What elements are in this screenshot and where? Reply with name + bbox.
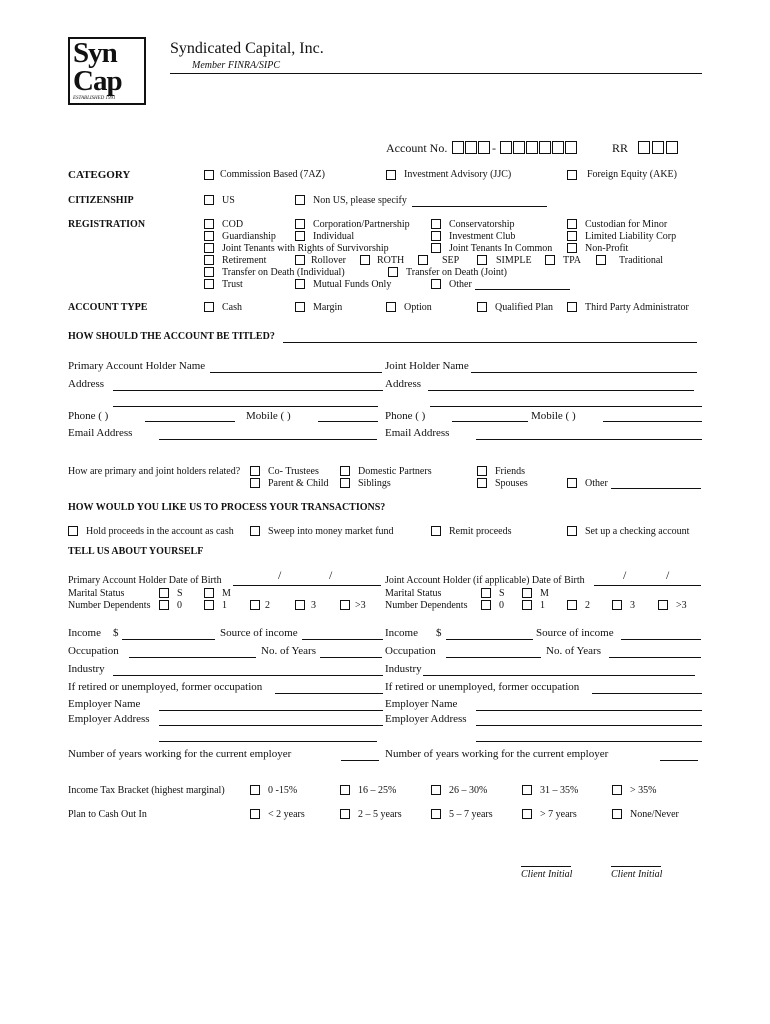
citizenship-us-label: US (222, 195, 235, 206)
tax-gt35-label: > 35% (630, 785, 657, 796)
cashout-5-7-checkbox[interactable] (431, 809, 441, 819)
rel-parent-label: Parent & Child (268, 478, 329, 489)
reg-jtic-checkbox[interactable] (431, 243, 441, 253)
citizenship-nonus-checkbox[interactable] (295, 195, 305, 205)
tax-0-15-checkbox[interactable] (250, 785, 260, 795)
reg-llc-label: Limited Liability Corp (585, 231, 677, 242)
joint-income-dollar: $ (436, 627, 442, 639)
acct-tpa-checkbox[interactable] (567, 302, 577, 312)
reg-trust-label: Trust (222, 279, 243, 290)
reg-retirement-label: Retirement (222, 255, 267, 266)
category-commission-label: Commission Based (7AZ) (220, 169, 325, 180)
logo (68, 37, 146, 105)
reg-simple-label: SIMPLE (496, 255, 532, 266)
tax-gt35-checkbox[interactable] (612, 785, 622, 795)
primary-dep-gt3-checkbox[interactable] (340, 600, 350, 610)
primary-address-line[interactable] (113, 390, 383, 391)
joint-dep-gt3-label: >3 (676, 600, 687, 611)
joint-dob-line[interactable] (594, 585, 701, 586)
reg-cod-label: COD (222, 219, 244, 230)
joint-employer-line[interactable] (476, 710, 702, 711)
primary-dob-label: Primary Account Holder Date of Birth (68, 575, 222, 586)
rr-digit-2[interactable] (652, 141, 664, 154)
account-digit-4[interactable] (500, 141, 512, 154)
reg-custodian-label: Custodian for Minor (585, 219, 668, 230)
reg-roth-label: ROTH (377, 255, 405, 266)
rel-siblings-label: Siblings (358, 478, 391, 489)
category-label: CATEGORY (68, 169, 131, 181)
tax-31-35-label: 31 – 35% (540, 785, 579, 796)
reg-jtwros-checkbox[interactable] (204, 243, 214, 253)
rr-label: RR (612, 141, 629, 155)
reg-tod-ind-checkbox[interactable] (204, 267, 214, 277)
reg-traditional-label: Traditional (619, 255, 664, 266)
tax-16-25-label: 16 – 25% (358, 785, 397, 796)
account-no-label: Account No. (386, 141, 448, 155)
reg-tod-joint-checkbox[interactable] (388, 267, 398, 277)
cashout-lt2-label: < 2 years (268, 809, 305, 820)
reg-individual-label: Individual (313, 231, 355, 242)
client-initial-label-2: Client Initial (611, 869, 663, 880)
reg-simple-checkbox[interactable] (477, 255, 487, 265)
cashout-gt7-checkbox[interactable] (522, 809, 532, 819)
primary-income-label: Income (68, 627, 101, 639)
primary-years-working-label: Number of years working for the current employer (68, 748, 292, 760)
reg-traditional-checkbox[interactable] (596, 255, 606, 265)
account-digit-8[interactable] (552, 141, 564, 154)
acct-cash-checkbox[interactable] (204, 302, 214, 312)
reg-conserv-checkbox[interactable] (431, 219, 441, 229)
rel-friends-checkbox[interactable] (477, 466, 487, 476)
reg-retirement-checkbox[interactable] (204, 255, 214, 265)
primary-employer-label: Employer Name (68, 698, 141, 710)
primary-email-line[interactable] (159, 439, 377, 440)
primary-employer-address-line[interactable] (159, 725, 383, 726)
joint-dep-3-checkbox[interactable] (612, 600, 622, 610)
rel-cotrustees-checkbox[interactable] (250, 466, 260, 476)
joint-dep-0-label: 0 (499, 600, 504, 611)
category-foreign-label: Foreign Equity (AKE) (587, 169, 677, 180)
rel-domestic-label: Domestic Partners (358, 466, 432, 477)
primary-dep-1-checkbox[interactable] (204, 600, 214, 610)
joint-retired-label: If retired or unemployed, former occupation (385, 681, 580, 693)
citizenship-nonus-label: Non US, please specify (313, 195, 407, 206)
account-dash: - (492, 141, 496, 155)
acct-qualified-checkbox[interactable] (477, 302, 487, 312)
registration-label: REGISTRATION (68, 219, 146, 230)
joint-years-line[interactable] (609, 657, 701, 658)
joint-occupation-line[interactable] (446, 657, 541, 658)
reg-conserv-label: Conservatorship (449, 219, 515, 230)
titled-label: HOW SHOULD THE ACCOUNT BE TITLED? (68, 331, 275, 342)
primary-marital-label: Marital Status (68, 588, 125, 599)
reg-corp-checkbox[interactable] (295, 219, 305, 229)
joint-source-line[interactable] (621, 639, 701, 640)
rr-digit-1[interactable] (638, 141, 650, 154)
joint-address-label: Address (385, 378, 422, 390)
primary-source-label: Source of income (220, 627, 298, 639)
rel-other-line[interactable] (611, 488, 701, 489)
cashout-never-label: None/Never (630, 809, 679, 820)
joint-dep-1-label: 1 (540, 600, 545, 611)
primary-years-line[interactable] (320, 657, 382, 658)
joint-dob-slash-2: / (666, 568, 670, 582)
tax-26-30-checkbox[interactable] (431, 785, 441, 795)
reg-mfo-checkbox[interactable] (295, 279, 305, 289)
reg-cod-checkbox[interactable] (204, 219, 214, 229)
reg-tod-joint-label: Transfer on Death (Joint) (406, 267, 508, 278)
company-name: Syndicated Capital, Inc. (170, 40, 324, 57)
acct-option-label: Option (404, 302, 432, 313)
joint-dependents-label: Number Dependents (385, 600, 468, 611)
reg-custodian-checkbox[interactable] (567, 219, 577, 229)
rel-cotrustees-label: Co- Trustees (268, 466, 319, 477)
account-digit-3[interactable] (478, 141, 490, 154)
primary-phone-label: Phone ( ) (68, 410, 109, 422)
joint-employer-address-label: Employer Address (385, 713, 467, 725)
rel-friends-label: Friends (495, 466, 525, 477)
rel-other-checkbox[interactable] (567, 478, 577, 488)
process-label: HOW WOULD YOU LIKE US TO PROCESS YOUR TRANSACTIONS? (68, 502, 386, 513)
acct-qualified-label: Qualified Plan (495, 302, 554, 313)
primary-years-label: No. of Years (261, 645, 316, 657)
primary-phone-line[interactable] (145, 421, 235, 422)
logo-established: ESTABLISHED 1991 (73, 96, 116, 101)
reg-guard-label: Guardianship (222, 231, 276, 242)
primary-industry-line[interactable] (113, 675, 383, 676)
reg-tod-ind-label: Transfer on Death (Individual) (222, 267, 345, 278)
reg-corp-label: Corporation/Partnership (313, 219, 410, 230)
primary-dep-2-checkbox[interactable] (250, 600, 260, 610)
proc-hold-checkbox[interactable] (68, 526, 78, 536)
rel-domestic-checkbox[interactable] (340, 466, 350, 476)
joint-mobile-line[interactable] (603, 421, 702, 422)
primary-email-label: Email Address (68, 427, 133, 439)
logo-syn: Syn (73, 37, 117, 69)
joint-address-line-2[interactable] (430, 406, 702, 407)
reg-roth-checkbox[interactable] (360, 255, 370, 265)
primary-income-line[interactable] (122, 639, 215, 640)
joint-dep-0-checkbox[interactable] (481, 600, 491, 610)
reg-nonprofit-checkbox[interactable] (567, 243, 577, 253)
primary-marital-s-label: S (177, 588, 183, 599)
joint-income-label: Income (385, 627, 418, 639)
account-digit-6[interactable] (526, 141, 538, 154)
citizenship-label: CITIZENSHIP (68, 195, 134, 206)
relation-label: How are primary and joint holders related? (68, 466, 241, 477)
primary-marital-m-label: M (222, 588, 231, 599)
reg-sep-label: SEP (442, 255, 460, 266)
category-foreign-checkbox[interactable] (567, 170, 577, 180)
rel-siblings-checkbox[interactable] (340, 478, 350, 488)
reg-other-line[interactable] (475, 289, 570, 290)
joint-retired-line[interactable] (592, 693, 702, 694)
acct-cash-label: Cash (222, 302, 242, 313)
acct-tpa-label: Third Party Administrator (585, 302, 689, 313)
category-advisory-label: Investment Advisory (JJC) (404, 169, 512, 180)
proc-checking-checkbox[interactable] (567, 526, 577, 536)
joint-marital-m-checkbox[interactable] (522, 588, 532, 598)
account-digit-1[interactable] (452, 141, 464, 154)
cashout-2-5-checkbox[interactable] (340, 809, 350, 819)
proc-sweep-label: Sweep into money market fund (268, 526, 394, 537)
tax-0-15-label: 0 -15% (268, 785, 298, 796)
joint-employer-label: Employer Name (385, 698, 458, 710)
joint-mobile-label: Mobile ( ) (531, 410, 576, 422)
joint-dep-1-checkbox[interactable] (522, 600, 532, 610)
primary-source-line[interactable] (302, 639, 383, 640)
logo-cap: Cap (73, 65, 122, 97)
client-initial-label-1: Client Initial (521, 869, 573, 880)
proc-remit-checkbox[interactable] (431, 526, 441, 536)
reg-individual-checkbox[interactable] (295, 231, 305, 241)
client-initial-line-1[interactable] (521, 866, 571, 867)
joint-marital-s-label: S (499, 588, 505, 599)
joint-industry-line[interactable] (423, 675, 695, 676)
proc-sweep-checkbox[interactable] (250, 526, 260, 536)
joint-income-line[interactable] (446, 639, 533, 640)
rel-spouses-label: Spouses (495, 478, 528, 489)
primary-employer-address-label: Employer Address (68, 713, 150, 725)
primary-mobile-label: Mobile ( ) (246, 410, 291, 422)
primary-marital-m-checkbox[interactable] (204, 588, 214, 598)
primary-dep-1-label: 1 (222, 600, 227, 611)
primary-dep-gt3-label: >3 (355, 600, 366, 611)
primary-dob-slash-2: / (329, 568, 333, 582)
joint-dep-3-label: 3 (630, 600, 635, 611)
reg-nonprofit-label: Non-Profit (585, 243, 629, 254)
joint-email-label: Email Address (385, 427, 450, 439)
citizenship-us-checkbox[interactable] (204, 195, 214, 205)
titled-line[interactable] (283, 342, 697, 343)
primary-marital-s-checkbox[interactable] (159, 588, 169, 598)
account-digit-2[interactable] (465, 141, 477, 154)
primary-industry-label: Industry (68, 663, 105, 675)
primary-name-line[interactable] (210, 372, 382, 373)
primary-occupation-label: Occupation (68, 645, 119, 657)
joint-marital-m-label: M (540, 588, 549, 599)
joint-email-line[interactable] (476, 439, 702, 440)
joint-phone-label: Phone ( ) (385, 410, 426, 422)
primary-occupation-line[interactable] (129, 657, 256, 658)
tax-16-25-checkbox[interactable] (340, 785, 350, 795)
reg-tpa-checkbox[interactable] (545, 255, 555, 265)
proc-remit-label: Remit proceeds (449, 526, 512, 537)
reg-sep-checkbox[interactable] (418, 255, 428, 265)
reg-rollover-checkbox[interactable] (295, 255, 305, 265)
joint-dep-gt3-checkbox[interactable] (658, 600, 668, 610)
reg-other-label: Other (449, 279, 472, 290)
reg-jtwros-label: Joint Tenants with Rights of Survivorship (222, 243, 389, 254)
reg-mfo-label: Mutual Funds Only (313, 279, 392, 290)
joint-marital-s-checkbox[interactable] (481, 588, 491, 598)
acct-option-checkbox[interactable] (386, 302, 396, 312)
account-digit-7[interactable] (539, 141, 551, 154)
joint-industry-label: Industry (385, 663, 422, 675)
reg-tpa-label: TPA (563, 255, 581, 266)
proc-hold-label: Hold proceeds in the account as cash (86, 526, 234, 537)
joint-years-working-label: Number of years working for the current employer (385, 748, 609, 760)
cashout-2-5-label: 2 – 5 years (358, 809, 402, 820)
primary-income-dollar: $ (113, 627, 119, 639)
joint-name-label: Joint Holder Name (385, 360, 469, 372)
joint-employer-address-line[interactable] (476, 725, 702, 726)
primary-retired-label: If retired or unemployed, former occupation (68, 681, 263, 693)
member-line: Member FINRA/SIPC (192, 60, 281, 71)
category-commission-checkbox[interactable] (204, 170, 214, 180)
tax-26-30-label: 26 – 30% (449, 785, 488, 796)
cashout-never-checkbox[interactable] (612, 809, 622, 819)
primary-dep-0-label: 0 (177, 600, 182, 611)
citizenship-specify-line[interactable] (412, 206, 547, 207)
joint-occupation-label: Occupation (385, 645, 436, 657)
primary-retired-line[interactable] (275, 693, 383, 694)
reg-jtic-label: Joint Tenants In Common (449, 243, 553, 254)
account-digit-5[interactable] (513, 141, 525, 154)
account-type-label: ACCOUNT TYPE (68, 302, 148, 313)
joint-dob-slash-1: / (623, 568, 627, 582)
primary-dob-line[interactable] (233, 585, 381, 586)
cashout-gt7-label: > 7 years (540, 809, 577, 820)
about-label: TELL US ABOUT YOURSELF (68, 546, 204, 557)
primary-dep-0-checkbox[interactable] (159, 600, 169, 610)
primary-address-label: Address (68, 378, 105, 390)
proc-checking-label: Set up a checking account (585, 526, 690, 537)
joint-source-label: Source of income (536, 627, 614, 639)
category-advisory-checkbox[interactable] (386, 170, 396, 180)
reg-other-checkbox[interactable] (431, 279, 441, 289)
primary-years-working-line[interactable] (341, 760, 379, 761)
joint-marital-label: Marital Status (385, 588, 442, 599)
cashout-lt2-checkbox[interactable] (250, 809, 260, 819)
primary-mobile-line[interactable] (318, 421, 378, 422)
joint-phone-line[interactable] (452, 421, 528, 422)
rel-spouses-checkbox[interactable] (477, 478, 487, 488)
primary-address-line-2[interactable] (113, 406, 378, 407)
primary-dependents-label: Number Dependents (68, 600, 151, 611)
primary-dep-3-checkbox[interactable] (295, 600, 305, 610)
header-rule (170, 73, 702, 74)
cashout-label: Plan to Cash Out In (68, 809, 147, 820)
reg-llc-checkbox[interactable] (567, 231, 577, 241)
reg-rollover-label: Rollover (311, 255, 346, 266)
reg-trust-checkbox[interactable] (204, 279, 214, 289)
reg-club-label: Investment Club (449, 231, 516, 242)
rel-other-label: Other (585, 478, 608, 489)
reg-guard-checkbox[interactable] (204, 231, 214, 241)
joint-name-line[interactable] (471, 372, 697, 373)
joint-dep-2-label: 2 (585, 600, 590, 611)
joint-dob-label: Joint Account Holder (if applicable) Date of Birth (385, 575, 585, 586)
cashout-5-7-label: 5 – 7 years (449, 809, 493, 820)
acct-margin-label: Margin (313, 302, 343, 313)
client-initial-line-2[interactable] (611, 866, 661, 867)
reg-club-checkbox[interactable] (431, 231, 441, 241)
rel-parent-checkbox[interactable] (250, 478, 260, 488)
account-digit-9[interactable] (565, 141, 577, 154)
joint-address-line[interactable] (428, 390, 694, 391)
primary-dob-slash-1: / (278, 568, 282, 582)
acct-margin-checkbox[interactable] (295, 302, 305, 312)
primary-dep-3-label: 3 (311, 600, 316, 611)
joint-dep-2-checkbox[interactable] (567, 600, 577, 610)
primary-dep-2-label: 2 (265, 600, 270, 611)
primary-employer-address-line-2[interactable] (159, 741, 377, 742)
tax-label: Income Tax Bracket (highest marginal) (68, 785, 225, 796)
rr-digit-3[interactable] (666, 141, 678, 154)
joint-years-working-line[interactable] (660, 760, 698, 761)
tax-31-35-checkbox[interactable] (522, 785, 532, 795)
primary-employer-line[interactable] (159, 710, 383, 711)
joint-employer-address-line-2[interactable] (476, 741, 702, 742)
joint-years-label: No. of Years (546, 645, 601, 657)
primary-name-label: Primary Account Holder Name (68, 360, 206, 372)
